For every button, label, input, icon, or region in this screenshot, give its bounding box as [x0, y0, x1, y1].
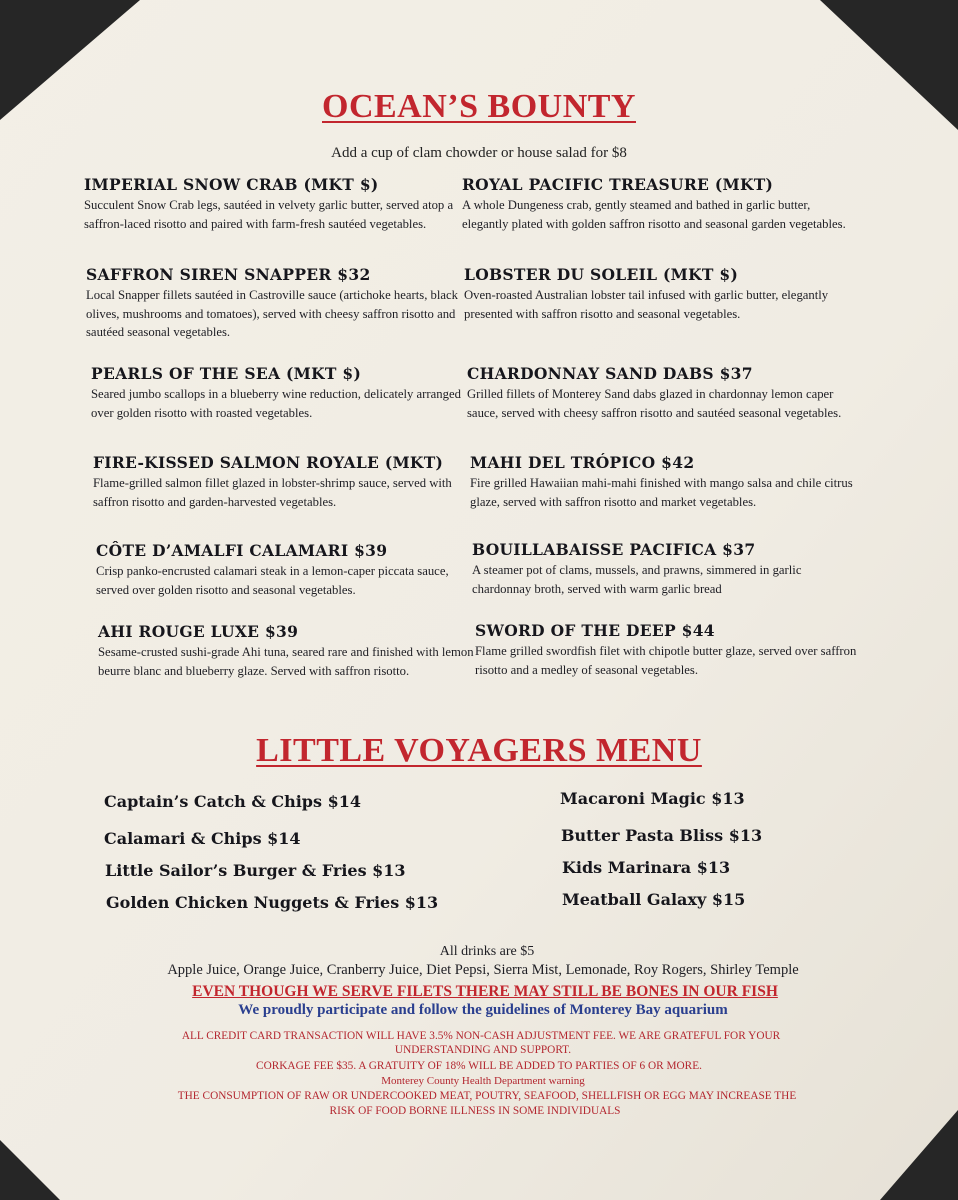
item-description: Oven-roasted Australian lobster tail infused with garlic butter, elegantly presented with saffron risotto and seasonal vegetables.: [464, 288, 829, 321]
item-name: BOUILLABAISSE PACIFICA $37: [472, 540, 756, 559]
menu-item: [462, 175, 847, 233]
aquarium-note: We proudly participate and follow the guidelines of Monterey Bay aquarium: [238, 1002, 728, 1018]
kids-item: Butter Pasta Bliss $13: [561, 826, 763, 845]
item-description: Grilled fillets of Monterey Sand dabs glazed in chardonnay lemon caper sauce, served with cheesy saffron risotto and sautéed seasonal vegetables.: [467, 387, 842, 420]
add-on-note: Add a cup of clam chowder or house salad for $8: [331, 145, 627, 161]
menu-item: [93, 453, 478, 511]
menu-item: [464, 265, 849, 323]
menu-item: [470, 453, 855, 511]
item-name: IMPERIAL SNOW CRAB (MKT $): [84, 175, 379, 194]
item-description: Flame-grilled salmon fillet glazed in lobster-shrimp sauce, served with saffron risotto and garden-harvested vegetables.: [93, 476, 452, 509]
item-description: Local Snapper fillets sautéed in Castroville sauce (artichoke hearts, black olives, mushrooms and tomatoes), served with cheesy saffron risotto and sautéed seasonal vegetables.: [86, 288, 459, 339]
credit-card-fee-cont: UNDERSTANDING AND SUPPORT.: [394, 1044, 572, 1056]
item-name: ROYAL PACIFIC TREASURE (MKT): [462, 175, 774, 194]
kids-item: Calamari & Chips $14: [104, 829, 301, 848]
item-name: LOBSTER DU SOLEIL (MKT $): [464, 265, 739, 284]
item-name: SWORD OF THE DEEP $44: [475, 621, 715, 640]
kids-item: Macaroni Magic $13: [560, 789, 745, 808]
little-voyagers-heading: LITTLE VOYAGERS MENU: [256, 732, 702, 769]
corkage-gratuity: CORKAGE FEE $35. A GRATUITY OF 18% WILL BE ADDED TO PARTIES OF 6 OR MORE.: [256, 1060, 702, 1072]
item-description: Flame grilled swordfish filet with chipotle butter glaze, served over saffron risotto and a medley of seasonal vegetables.: [475, 644, 857, 677]
item-name: CÔTE D’AMALFI CALAMARI $39: [96, 541, 388, 560]
bones-warning: EVEN THOUGH WE SERVE FILETS THERE MAY STILL BE BONES IN OUR FISH: [192, 983, 778, 1000]
kids-item: Meatball Galaxy $15: [562, 890, 746, 909]
health-warning: THE CONSUMPTION OF RAW OR UNDERCOOKED MEAT, POUTRY, SEAFOOD, SHELLFISH OR EGG MAY INCREASE THE: [177, 1090, 797, 1102]
menu-item: [96, 541, 481, 599]
item-description: Fire grilled Hawaiian mahi-mahi finished with mango salsa and chile citrus glaze, served with saffron risotto and market vegetables.: [470, 476, 853, 509]
menu-item: [472, 540, 857, 598]
item-description: A steamer pot of clams, mussels, and prawns, simmered in garlic chardonnay broth, served with warm garlic bread: [472, 563, 802, 596]
menu-item: [98, 622, 483, 680]
item-description: Seared jumbo scallops in a blueberry wine reduction, delicately arranged over golden risotto with roasted vegetables.: [91, 387, 461, 420]
item-name: AHI ROUGE LUXE $39: [98, 622, 299, 641]
item-description: Succulent Snow Crab legs, sautéed in velvety garlic butter, served atop a saffron-laced risotto and paired with farm-fresh sautéed vegetables.: [84, 198, 454, 231]
drinks-list: Apple Juice, Orange Juice, Cranberry Juice, Diet Pepsi, Sierra Mist, Lemonade, Roy Rogers, Shirley Temple: [167, 962, 799, 978]
kids-item: Kids Marinara $13: [562, 858, 731, 877]
item-name: CHARDONNAY SAND DABS $37: [467, 364, 753, 383]
menu-item: [91, 364, 476, 422]
kids-item: Golden Chicken Nuggets & Fries $13: [106, 893, 439, 912]
item-name: SAFFRON SIREN SNAPPER $32: [86, 265, 371, 284]
health-warning-heading: Monterey County Health Department warning: [381, 1075, 585, 1087]
health-warning-cont: RISK OF FOOD BORNE ILLNESS IN SOME INDIVIDUALS: [329, 1105, 621, 1117]
kids-item: Little Sailor’s Burger & Fries $13: [105, 861, 406, 880]
item-name: MAHI DEL TRÓPICO $42: [470, 453, 695, 472]
menu-item: [467, 364, 852, 422]
credit-card-fee: ALL CREDIT CARD TRANSACTION WILL HAVE 3.5% NON-CASH ADJUSTMENT FEE. WE ARE GRATEFUL FOR YOUR: [181, 1030, 781, 1042]
menu-item: [84, 175, 469, 233]
kids-item: Captain’s Catch & Chips $14: [104, 792, 361, 811]
drinks-heading: All drinks are $5: [439, 944, 535, 959]
item-description: Crisp panko-encrusted calamari steak in a lemon-caper piccata sauce, served over golden risotto and seasonal vegetables.: [96, 564, 449, 597]
item-name: PEARLS OF THE SEA (MKT $): [91, 364, 362, 383]
menu-item: [86, 265, 471, 342]
item-name: FIRE-KISSED SALMON ROYALE (MKT): [93, 453, 444, 472]
item-description: A whole Dungeness crab, gently steamed and bathed in garlic butter, elegantly plated with golden saffron risotto and seasonal garden vegetables.: [462, 198, 846, 231]
oceans-bounty-heading: OCEAN’S BOUNTY: [322, 88, 636, 125]
menu-item: [475, 621, 860, 679]
item-description: Sesame-crusted sushi-grade Ahi tuna, seared rare and finished with lemon beurre blanc and blueberry glaze. Served with saffron risotto.: [98, 645, 474, 678]
